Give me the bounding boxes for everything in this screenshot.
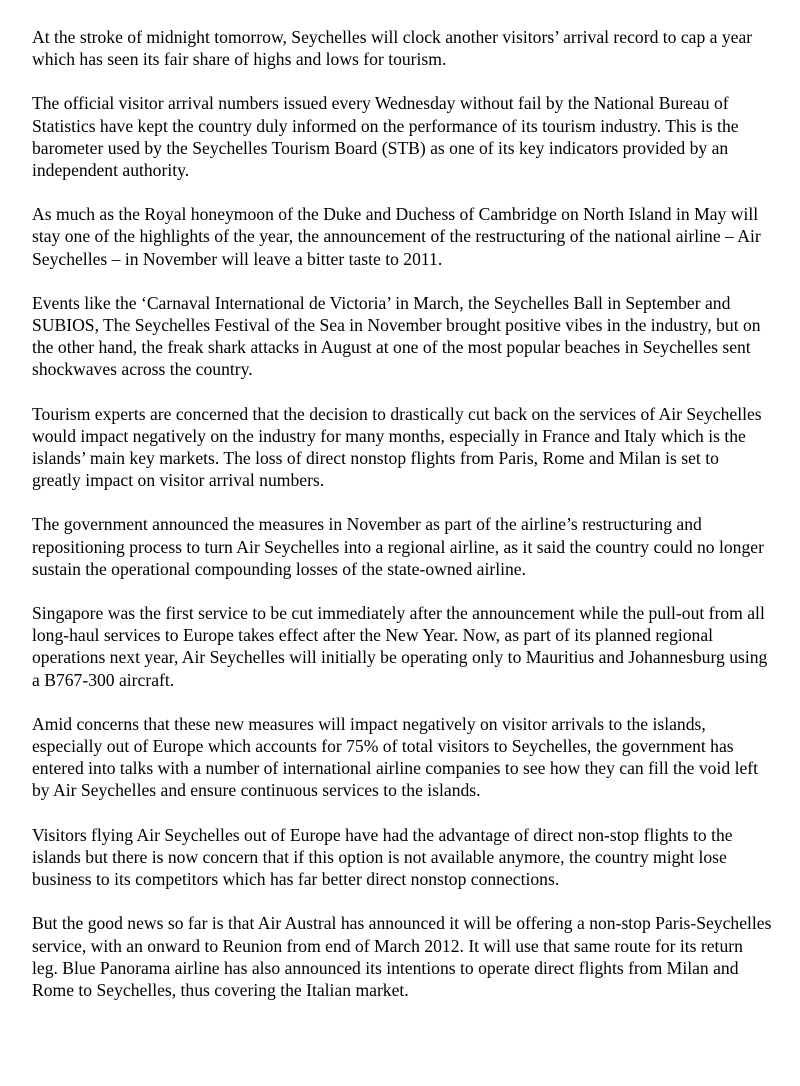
paragraph: As much as the Royal honeymoon of the Duke and Duchess of Cambridge on North Island in May will stay one of the highlights of the year, the announcement of the restructuring of the national airline – Air Seychelles – in November will leave a bitter taste to 2011. — [32, 204, 761, 269]
article-body — [32, 26, 772, 1023]
paragraph: Singapore was the first service to be cut immediately after the announcement while the pull-out from all long-haul services to Europe takes effect after the New Year. Now, as part of its planned regional operations next year, Air Seychelles will initially be operating only to Mauritius and Johannesburg using a B767-300 aircraft. — [32, 603, 768, 690]
paragraph: Tourism experts are concerned that the decision to drastically cut back on the services of Air Seychelles would impact negatively on the industry for many months, especially in France and Italy which is the islands’ main key markets. The loss of direct nonstop flights from Paris, Rome and Milan is set to greatly impact on visitor arrival numbers. — [32, 403, 762, 491]
paragraph: Visitors flying Air Seychelles out of Europe have had the advantage of direct non-stop flights to the islands but there is now concern that if this option is not available anymore, the country might lose business to its competitors which has far better direct nonstop connections. — [32, 824, 733, 890]
paragraph: At the stroke of midnight tomorrow, Seychelles will clock another visitors’ arrival record to cap a year which has seen its fair share of highs and lows for tourism. — [32, 27, 753, 70]
paragraph: The government announced the measures in November as part of the airline’s restructuring and repositioning process to turn Air Seychelles into a regional airline, as it said the country could no longer sustain the operational compounding losses of the state-owned airline. — [32, 514, 764, 579]
paragraph: Events like the ‘Carnaval International de Victoria’ in March, the Seychelles Ball in September and SUBIOS, The Seychelles Festival of the Sea in November brought positive vibes in the industry, but on the other hand, the freak shark attacks in August at one of the most popular beaches in Seychelles sent shockwaves across the country. — [32, 292, 761, 380]
paragraph: The official visitor arrival numbers issued every Wednesday without fail by the National Bureau of Statistics have kept the country duly informed on the performance of its tourism industry. This is the barometer used by the Seychelles Tourism Board (STB) as one of its key indicators provided by an independent authority. — [32, 93, 739, 181]
paragraph: But the good news so far is that Air Austral has announced it will be offering a non-stop Paris-Seychelles service, with an onward to Reunion from end of March 2012. It will use that same route for its return leg. Blue Panorama airline has also announced its intentions to operate direct flights from Milan and Rome to Seychelles, thus covering the Italian market. — [32, 913, 772, 1000]
paragraph: Amid concerns that these new measures will impact negatively on visitor arrivals to the islands, especially out of Europe which accounts for 75% of total visitors to Seychelles, the government has entered into talks with a number of international airline companies to see how they can fill the void left by Air Seychelles and ensure continuous services to the islands. — [32, 713, 759, 801]
